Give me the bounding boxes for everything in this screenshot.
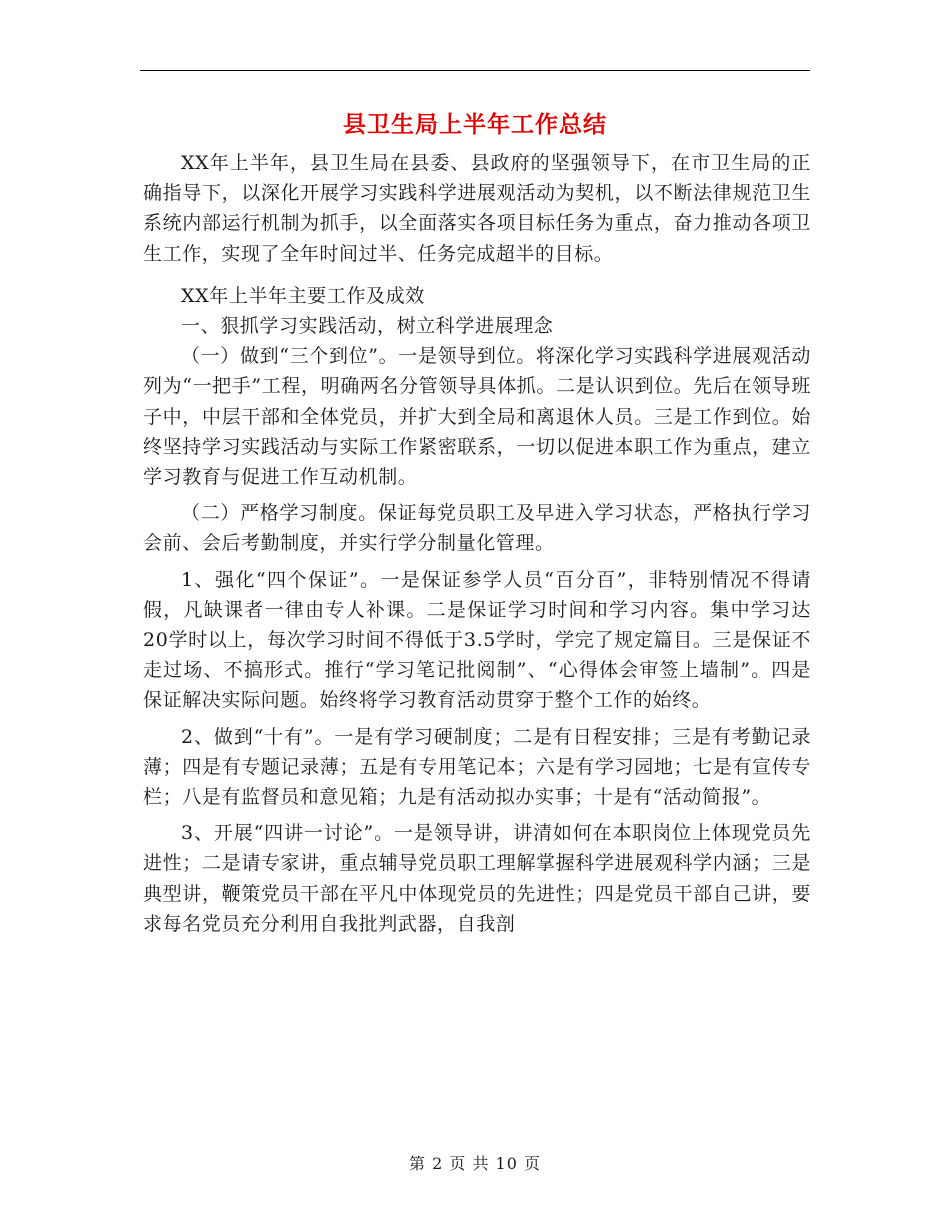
header-rule	[140, 70, 810, 71]
paragraph-three-in-place: （一）做到“三个到位”。一是领导到位。将深化学习实践科学进展观活动列为“一把手”工程，明确两名分管领导具体抓。二是认识到位。先后在领导班子中，中层干部和全体党员，并扩大到全局和离退休人员。三是工作到位。始终坚持学习实践活动与实际工作紧密联系，一切以促进本职工作为重点，建立学习教育与促进工作互动机制。	[143, 345, 811, 489]
page-number-footer: 第 2 页 共 10 页	[409, 1154, 541, 1173]
paragraph-four-guarantees: 1、强化“四个保证”。一是保证参学人员“百分百”，非特别情况不得请假，凡缺课者一律由专人补课。二是保证学习时间和学习内容。集中学习达20学时以上，每次学习时间不得低于3.5学时，学完了规定篇目。三是保证不走过场、不搞形式。推行“学习笔记批阅制”、“心得体会审签上墙制”。四是保证解决实际问题。始终将学习教育活动贯穿于整个工作的始终。	[143, 568, 811, 712]
paragraph-ten-haves: 2、做到“十有”。一是有学习硬制度；二是有日程安排；三是有考勤记录薄；四是有专题记录薄；五是有专用笔记本；六是有学习园地；七是有宣传专栏；八是有监督员和意见箱；九是有活动拟办实事；十是有“活动简报”。	[143, 725, 811, 809]
document-body	[143, 148, 811, 939]
section-heading-1: 一、狠抓学习实践活动，树立科学进展理念	[181, 315, 554, 338]
paragraph-study-system: （二）严格学习制度。保证每党员职工及早进入学习状态，严格执行学习会前、会后考勤制度，并实行学分制量化管理。	[143, 502, 811, 555]
section-heading-main: XX年上半年主要工作及成效	[181, 284, 425, 307]
document-title: 县卫生局上半年工作总结	[343, 111, 607, 138]
paragraph-four-talks: 3、开展“四讲一讨论”。一是领导讲，讲清如何在本职岗位上体现党员先进性；二是请专家讲，重点辅导党员职工理解掌握科学进展观科学内涵；三是典型讲，鞭策党员干部在平凡中体现党员的先进性；四是党员干部自己讲，要求每名党员充分利用自我批判武器，自我剖	[143, 822, 811, 935]
paragraph-intro: XX年上半年，县卫生局在县委、县政府的坚强领导下，在市卫生局的正确指导下，以深化开展学习实践科学进展观活动为契机，以不断法律规范卫生系统内部运行机制为抓手，以全面落实各项目标任务为重点，奋力推动各项卫生工作，实现了全年时间过半、任务完成超半的目标。	[143, 152, 811, 265]
